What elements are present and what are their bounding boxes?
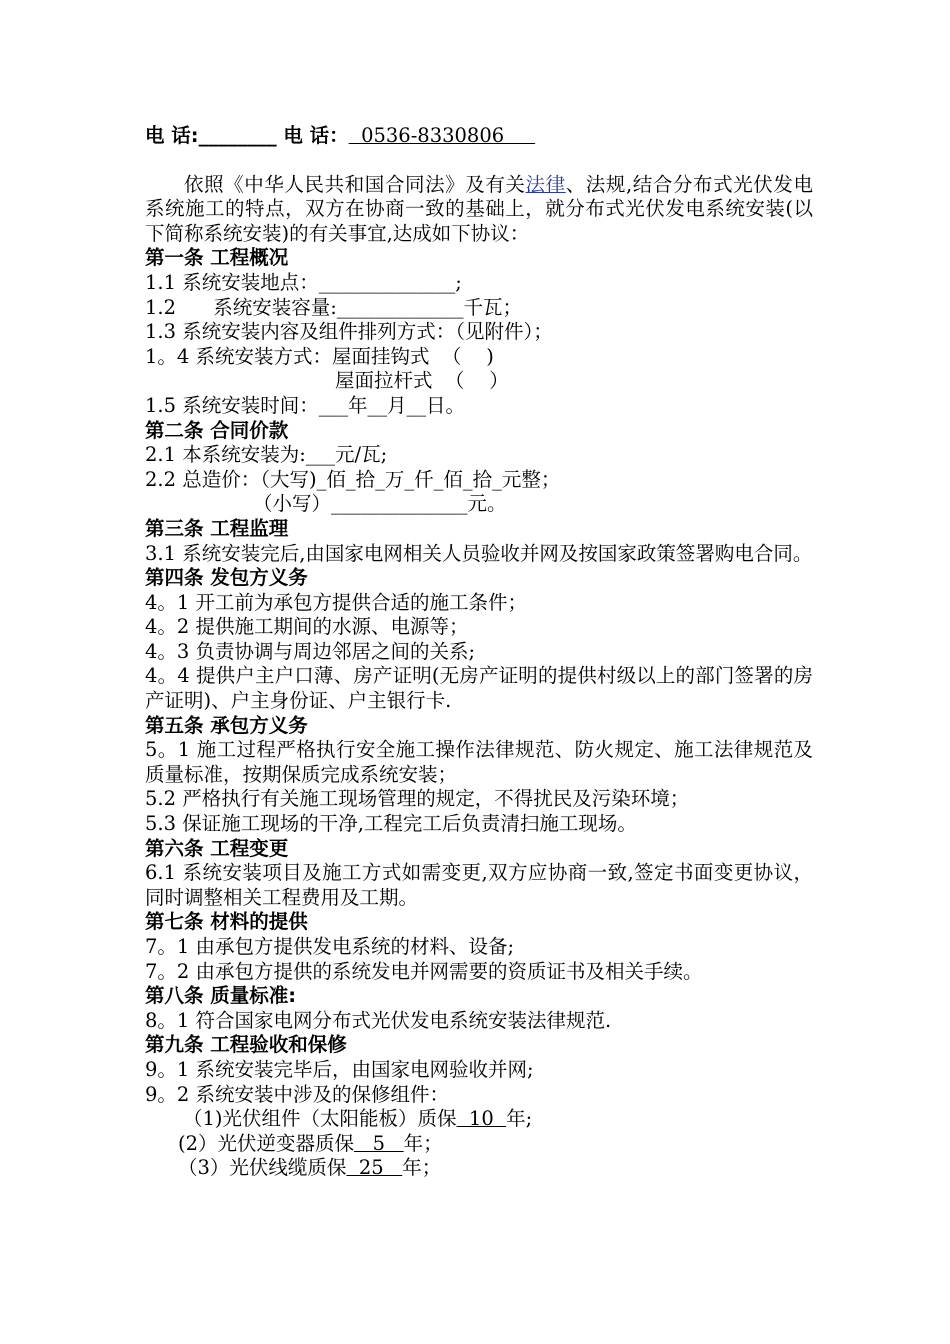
item-1-1-blank: ______________ <box>318 270 456 294</box>
item-2-1 <box>145 443 813 468</box>
unit: 拾 <box>355 467 376 491</box>
item-2-2-small <box>145 492 813 517</box>
item-3-1: 3.1 系统安装完后,由国家电网相关人员验收并网及按国家政策签署购电合同。 <box>145 541 813 565</box>
item-5-3: 5.3 保证施工现场的干净,工程完工后负责清扫施工现场。 <box>145 812 637 836</box>
warranty-3-label: （3）光伏线缆质保 <box>178 1156 347 1180</box>
year-blank: ___ <box>318 393 348 417</box>
section-5-title: 第五条 承包方义务 <box>145 713 308 737</box>
phone-line <box>145 124 813 149</box>
phone-label-1: 电 话: <box>145 124 199 147</box>
unit: 万 <box>384 467 405 491</box>
warranty-1-unit: 年; <box>506 1107 533 1131</box>
item-1-5 <box>145 394 813 419</box>
section-9-title: 第九条 工程验收和保修 <box>145 1033 347 1057</box>
section-8-title: 第八条 质量标准: <box>145 984 297 1008</box>
item-1-2-label: 1.2 系统安装容量: <box>145 295 337 319</box>
item-6-1: 6.1 系统安装项目及施工方式如需变更,双方应协商一致,签定书面变更协议，同时调整相关工程费用及工期。 <box>145 861 813 909</box>
warranty-2-years: 5 <box>354 1131 404 1155</box>
item-1-1-end: ; <box>455 270 462 294</box>
section-4-title: 第四条 发包方义务 <box>145 566 308 590</box>
item-4-4: 4。4 提供户主户口薄、房产证明(无房产证明的提供村级以上的部门签署的房产证明)、户主身份证、户主银行卡. <box>145 664 813 713</box>
section-1-title: 第一条 工程概况 <box>145 246 289 270</box>
price-unit: 元/瓦; <box>335 443 388 467</box>
section-6-title: 第六条 工程变更 <box>145 836 289 860</box>
warranty-1-label: （1)光伏组件（太阳能板）质保 <box>183 1107 457 1131</box>
item-1-4-alt: 屋面拉杆式 （ ） <box>335 369 509 393</box>
unit: 拾 <box>472 467 493 491</box>
item-1-2 <box>145 296 813 321</box>
warranty-3-years: 25 <box>346 1156 403 1180</box>
item-5-2: 5.2 严格执行有关施工现场管理的规定，不得扰民及污染环境； <box>145 787 690 811</box>
blank: _ <box>316 467 327 491</box>
item-1-2-end: 千瓦； <box>463 295 523 319</box>
section-3-title: 第三条 工程监理 <box>145 516 289 540</box>
item-4-1: 4。1 开工前为承包方提供合适的施工条件； <box>145 590 528 614</box>
item-2-2-label: 2.2 总造价：（大写) <box>145 467 317 491</box>
unit: 佰 <box>443 467 463 491</box>
intro-text-rest: 、法规,结合分布式光伏发电系统施工的特点，双方在协商一致的基础上，就分布式光伏发电系统安装(以下简称系统安装)的有关事宜,达成如下协议： <box>145 172 813 245</box>
item-1-3: 1.3 系统安装内容及组件排列方式：（见附件）； <box>145 320 553 344</box>
item-2-2 <box>145 468 813 493</box>
blank: _ <box>462 467 473 491</box>
small-label: （小写） <box>253 492 332 516</box>
item-2-1-label: 2.1 本系统安装为: <box>145 443 306 467</box>
item-1-2-blank: _____________ <box>336 295 464 319</box>
unit: 仟 <box>414 467 434 491</box>
contract-page <box>145 124 813 1181</box>
phone-blank-1: ________ <box>198 124 277 147</box>
warranty-2-label: (2）光伏逆变器质保 <box>178 1131 355 1155</box>
item-1-4: 1。4 系统安装方式：屋面挂钩式 （ ) <box>145 344 494 368</box>
day-blank: __ <box>406 393 426 417</box>
phone-value-2: 0536-8330806 <box>348 124 536 147</box>
month-blank: __ <box>367 393 387 417</box>
blank: _ <box>345 467 356 491</box>
year-unit: 年 <box>347 393 368 417</box>
item-7-1: 7。1 由承包方提供发电系统的材料、设备; <box>145 935 515 958</box>
small-unit: 元。 <box>467 492 507 516</box>
warranty-2-unit: 年； <box>403 1131 443 1155</box>
item-1-1-label: 1.1 系统安装地点： <box>145 270 319 294</box>
item-8-1: 8。1 符合国家电网分布式光伏发电系统安装法律规范. <box>145 1008 612 1032</box>
item-1-1 <box>145 271 813 296</box>
price-blank: ___ <box>305 443 336 467</box>
item-7-2: 7。2 由承包方提供的系统发电并网需要的资质证书及相关手续。 <box>145 959 703 983</box>
item-9-1: 9。1 系统安装完毕后，由国家电网验收并网; <box>145 1057 534 1081</box>
item-1-5-label: 1.5 系统安装时间： <box>145 393 319 417</box>
small-blank: ______________ <box>331 492 468 516</box>
blank: _ <box>375 467 385 491</box>
item-9-2: 9。2 系统安装中涉及的保修组件： <box>145 1082 450 1106</box>
item-4-2: 4。2 提供施工期间的水源、电源等； <box>145 615 469 639</box>
warranty-1-years: 10 <box>456 1107 507 1131</box>
warranty-2 <box>145 1132 813 1157</box>
phone-label-2: 电 话： <box>276 124 349 147</box>
item-5-1: 5。1 施工过程严格执行安全施工操作法律规范、防火规定、施工法律规范及质量标准，按期保质完成系统安装； <box>145 738 813 786</box>
section-7-title: 第七条 材料的提供 <box>145 910 308 934</box>
day-unit: 日。 <box>426 393 466 417</box>
month-unit: 月 <box>386 393 407 417</box>
item-4-3: 4。3 负责协调与周边邻居之间的关系; <box>145 639 476 663</box>
intro-text: 依照《中华人民共和国合同法》及有关 <box>184 172 526 196</box>
blank: _ <box>492 467 502 491</box>
blank: _ <box>404 467 415 491</box>
law-link[interactable]: 法律 <box>525 172 566 196</box>
warranty-3 <box>145 1156 813 1181</box>
warranty-3-unit: 年； <box>402 1156 442 1180</box>
unit: 佰 <box>326 467 346 491</box>
unit: 元整； <box>501 467 561 491</box>
blank: _ <box>433 467 444 491</box>
section-2-title: 第二条 合同价款 <box>145 418 289 442</box>
intro-paragraph <box>145 173 813 247</box>
warranty-1 <box>145 1107 813 1132</box>
